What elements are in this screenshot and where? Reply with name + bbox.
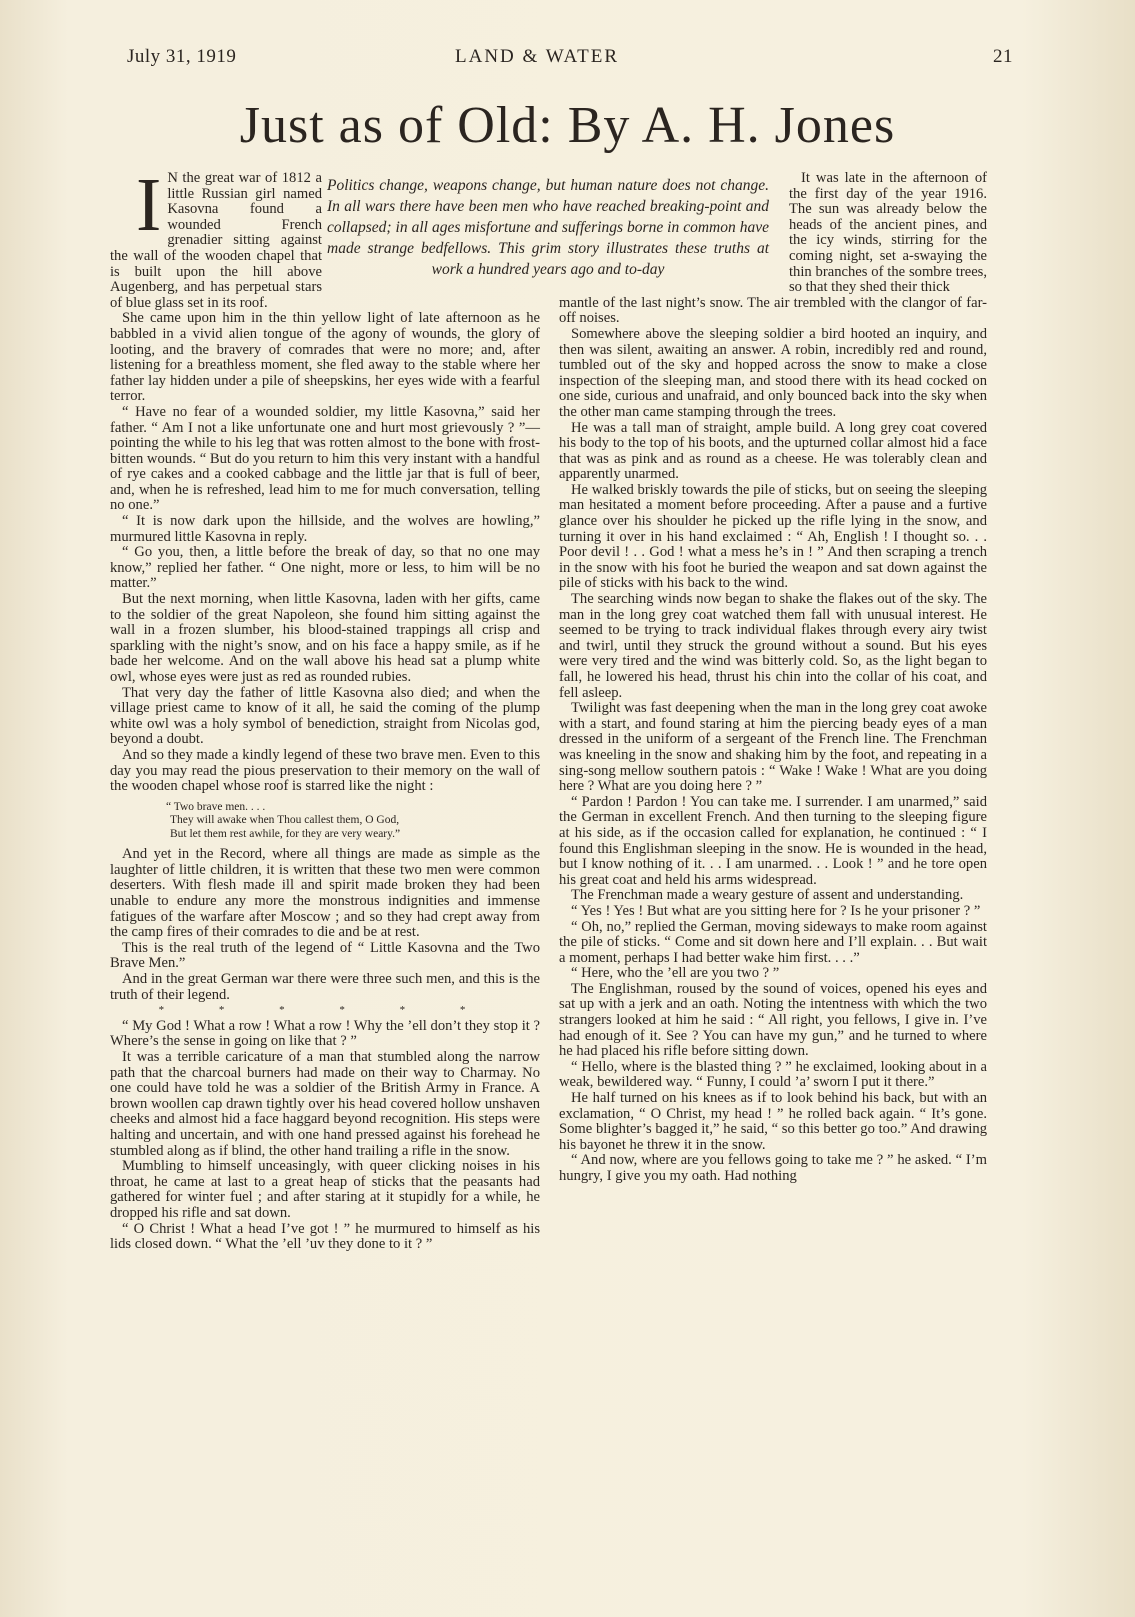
paragraph: Somewhere above the sleeping soldier a bird hooted an inquiry, and then was silent, awaiting an answer. A robin, incredibly red and round, tumbled out of the sky and hopped across the snow to make a close inspection of the sleeping man, and stood there with its head cocked on one side, curious and unafraid, and only bounced back into the sky when the other man came stamping through the trees. — [559, 325, 987, 420]
paragraph: He was a tall man of straight, ample build. A long grey coat covered his body to the top of his boots, and the upturned collar almost hid a face that was as pink and as round as a cheese. He was tolerably clean and apparently unarmed. — [559, 419, 987, 483]
verse-line: But let them rest awhile, for they are very weary.” — [170, 827, 401, 840]
paragraph: The searching winds now began to shake the flakes out of the sky. The man in the long grey coat watched them fall with unusual interest. He seemed to be trying to track individual flakes through every airy twist and twirl, until they struck the ground without a sound. But his eyes were very tired and the wind was bitterly cold. So, as the light began to fall, he lowered his head, thrust his chin into the collar of his coat, and fell asleep. — [559, 591, 987, 701]
paragraph: This is the real truth of the legend of “ Little Kasovna and the Two Brave Men.” — [110, 939, 540, 972]
paragraph: But the next morning, when little Kasovna, laden with her gifts, came to the soldier of the great Napoleon, she found him sitting against the wall in a frozen slumber, his blood-stained trappings all crisp and sparkling with the night’s snow, and on his face a happy smile, as if he bade her welcome. And on the wall above his head sat a plump white owl, whose eyes were just as red as rounded rubies. — [110, 591, 540, 685]
paragraph: And yet in the Record, where all things are made as simple as the laughter of little children, it is written that these two men were common deserters. With flesh made ill and spirit made broken they had been unable to endure any more the monstrous indignities and immense fatigues of the warfare after Moscow ; and so they had crept away from the camp fires of their comrades to die and be at rest. — [110, 846, 540, 941]
paragraph: It was late in the afternoon of the first day of the year 1916. The sun was already below the heads of the ancient pines, and the icy winds, stirring for the coming night, set a-swaying the thin branches of the sombre trees, so that they shed their thick — [789, 170, 987, 296]
article-title: Just as of Old: By A. H. Jones — [239, 97, 896, 154]
chapel-inscription — [166, 801, 540, 842]
paragraph: “ Here, who the ’ell are you two ? ” — [571, 965, 780, 982]
paragraph: The Frenchman made a weary gesture of assent and understanding. — [571, 887, 964, 904]
column-left — [110, 163, 540, 1253]
paragraph: The Englishman, roused by the sound of voices, opened his eyes and sat up with a jerk and an oath. Noting the intentness with which the two strangers looked at him he said : “ All right, you fellows, I give in. I’ve had enough of it. See ? You can have my gun,” and he turned to where he had placed his rifle before sitting down. — [559, 980, 987, 1060]
paragraph: Mumbling to himself unceasingly, with queer clicking noises in his throat, he came at last to a great heap of sticks that the peasants had gathered for winter fuel ; and after staring at it stupidly for a while, he dropped his rifle and sat down. — [110, 1158, 540, 1221]
section-break: * * * * * * — [158, 1004, 492, 1017]
drop-cap: I — [136, 163, 162, 247]
verse-line: They will awake when Thou callest them, O God, — [170, 814, 400, 827]
paragraph: N the great war of 1812 a little Russian girl named Kasovna found a wounded French grenadier sitting against the wall of the wooden chapel that is built upon the hill above Augenberg, and has perpetual stars of blue glass set in its roof. — [110, 170, 322, 311]
paragraph: “ It is now dark upon the hillside, and the wolves are howling,” murmured little Kasovna in reply. — [110, 513, 540, 545]
opening-block-right — [789, 171, 987, 296]
article-standfirst: Politics change, weapons change, but human nature does not change. In all wars there have been men who have reached breaking-point and collapsed; in all ages misfortune and sufferings borne in common have made strange bedfellows. This grim story illustrates these truths at work a hundred years ago and to-day — [327, 177, 769, 278]
issue-date: July 31, 1919 — [127, 46, 237, 67]
paragraph: “ And now, where are you fellows going to take me ? ” he asked. “ I’m hungry, I give you my oath. Had nothing — [559, 1152, 987, 1184]
paragraph: And in the great German war there were three such men, and this is the truth of their legend. — [110, 971, 540, 1003]
page-number: 21 — [993, 46, 1013, 67]
opening-block — [110, 163, 322, 311]
paragraph: “ Oh, no,” replied the German, moving sideways to make room against the pile of sticks. “ Come and sit down here and I’ll explain. . . But wait a moment, perhaps I had better wake him first. . . .” — [559, 918, 987, 966]
paragraph: mantle of the last night’s snow. The air trembled with the clangor of far-off noises. — [559, 294, 987, 327]
paragraph: “ O Christ ! What a head I’ve got ! ” he murmured to himself as his lids closed down. “ What the ’ell ’uv they done to it ? ” — [110, 1220, 540, 1253]
paragraph: That very day the father of little Kasovna also died; and when the village priest came to know of it all, he said the coming of the plump white owl was a holy symbol of benediction, straight from Nicolas god, beyond a doubt. — [110, 684, 540, 748]
paragraph: He walked briskly towards the pile of sticks, but on seeing the sleeping man hesitated a moment before proceeding. After a pause and a furtive glance over his shoulder he picked up the rifle lying in the snow, and turning it over in his hand exclaimed : “ Ah, English ! I thought so. . . Poor devil ! . . God ! what a mess he’s in ! ” And then scraping a trench in the snow with his foot he buried the weapon and sat down against the pile of sticks with his back to the wind. — [559, 481, 987, 592]
paragraph: “ Have no fear of a wounded soldier, my little Kasovna,” said her father. “ Am I not a like unfortunate one and hurt most grievously ? ”—pointing the while to his leg that was rotten almost to the bone with frost-bitten wounds. “ But do you return to him this very instant with a handful of rye cakes and a cooked cabbage and the little jar that is full of beer, and, when he is refreshed, lead him to me for much conversation, telling no one.” — [110, 403, 540, 514]
paragraph: “ Pardon ! Pardon ! You can take me. I surrender. I am unarmed,” said the German in excellent French. And then turning to the sleeping figure at his side, as if the occasion called for explanation, he continued : “ I found this Englishman sleeping in the snow. He is wounded in the head, but I know nothing of it. . . I am unarmed. . . Look ! ” and he tore open his great coat and held his arms widespread. — [559, 793, 987, 888]
paragraph: And so they made a kindly legend of these two brave men. Even to this day you may read the pious preservation to their memory on the wall of the wooden chapel whose roof is starred like the night : — [110, 746, 540, 795]
paragraph: “ Hello, where is the blasted thing ? ” he exclaimed, looking about in a weak, bewildered way. “ Funny, I could ’a’ sworn I put it there.” — [559, 1058, 987, 1091]
paragraph: It was a terrible caricature of a man that stumbled along the narrow path that the charcoal burners had made on their way to Charmay. No one could have told he was a soldier of the British Army in France. A brown woollen cap drawn tightly over his head covered hollow unshaven cheeks and almost hid a face haggard beyond recognition. His steps were halting and uncertain, and with one hand pressed against his forehead he stumbled along as if blind, the other hand trailing a rifle in the snow. — [110, 1048, 540, 1159]
paragraph: “ Yes ! Yes ! But what are you sitting here for ? Is he your prisoner ? ” — [571, 902, 981, 919]
paragraph: Twilight was fast deepening when the man in the long grey coat awoke with a start, and found staring at him the piercing beady eyes of a man dressed in the uniform of a sergeant of the French line. The Frenchman was kneeling in the snow and shaking him by the foot, and repeating in a sing-song mellow southern patois : “ Wake ! Wake ! What are you doing here ? What are you doing here ? ” — [559, 700, 987, 795]
paragraph: “ Go you, then, a little before the break of day, so that no one may know,” replied her father. “ One night, more or less, to him will be no matter.” — [110, 544, 540, 592]
verse-line: “ Two brave men. . . . — [166, 800, 266, 813]
magazine-name: LAND & WATER — [455, 46, 620, 67]
paragraph: She came upon him in the thin yellow light of late afternoon as he babbled in a vivid alien tongue of the agony of wounds, the glory of looting, and the bravery of comrades that were no more; and, after listening for a breathless moment, she fled away to the stable where her father lay hidden under a pile of sheepskins, her eyes wide with a fearful terror. — [110, 310, 540, 405]
paragraph: “ My God ! What a row ! What a row ! Why the ’ell don’t they stop it ? Where’s the sense in going on like that ? ” — [110, 1017, 540, 1050]
paragraph: He half turned on his knees as if to look behind his back, but with an exclamation, “ O Christ, my head ! ” he rolled back again. “ It’s gone. Some blighter’s bagged it,” he said, “ so this better go too.” And drawing his bayonet he threw it in the snow. — [559, 1090, 987, 1153]
column-right — [559, 171, 987, 1185]
